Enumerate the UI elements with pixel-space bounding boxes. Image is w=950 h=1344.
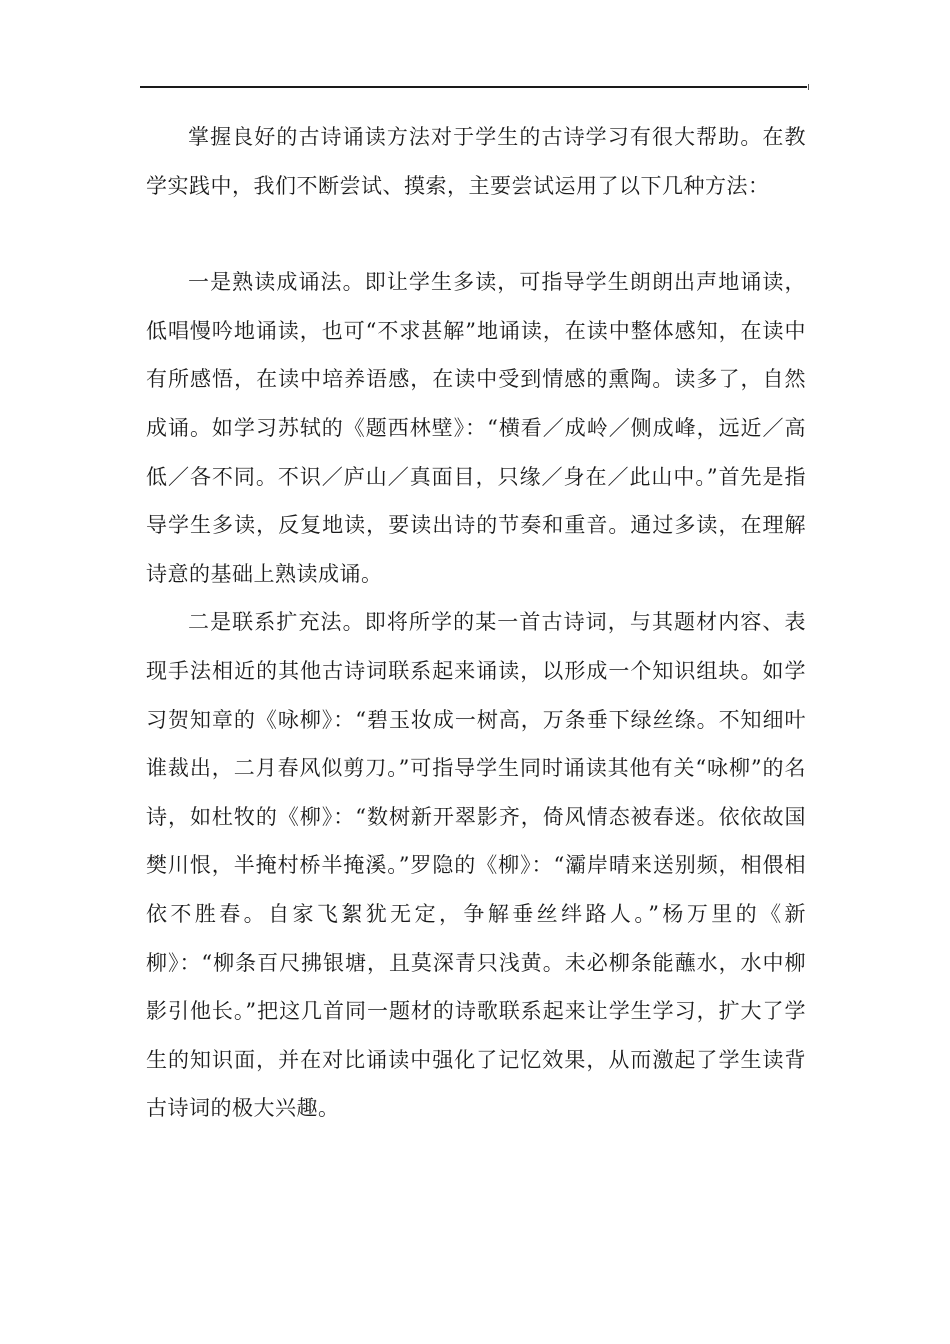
method-one-paragraph: 一是熟读成诵法。即让学生多读，可指导学生朗朗出声地诵读，低唱慢吟地诵读，也可“不求甚解”地诵读，在读中整体感知，在读中有所感悟，在读中培养语感，在读中受到情感的熏陶。读多了，自然成诵。如学习苏轼的《题西林壁》：“横看／成岭／侧成峰，远近／高低／各不同。不识／庐山／真面目，只缘／身在／此山中。”首先是指导学生多读，反复地读，要读出诗的节奏和重音。通过多读，在理解诗意的基础上熟读成诵。 — [146, 270, 806, 586]
paragraph-spacer — [146, 210, 806, 258]
header-rule — [140, 86, 807, 88]
header-rule-end-mark — [808, 84, 809, 90]
document-body — [146, 113, 806, 1133]
method-two-paragraph: 二是联系扩充法。即将所学的某一首古诗词，与其题材内容、表现手法相近的其他古诗词联系起来诵读，以形成一个知识组块。如学习贺知章的《咏柳》：“碧玉妆成一树高，万条垂下绿丝绦。不知细叶谁裁出，二月春风似剪刀。”可指导学生同时诵读其他有关“咏柳”的名诗，如杜牧的《柳》：“数树新开翠影齐，倚风情态被春迷。依依故国樊川恨，半掩村桥半掩溪。”罗隐的《柳》：“灞岸晴来送别频，相偎相依不胜春。自家飞絮犹无定，争解垂丝绊路人。”杨万里的《新柳》：“柳条百尺拂银塘，且莫深青只浅黄。未必柳条能蘸水，水中柳影引他长。”把这几首同一题材的诗歌联系起来让学生学习，扩大了学生的知识面，并在对比诵读中强化了记忆效果，从而激起了学生读背古诗词的极大兴趣。 — [146, 610, 806, 1121]
intro-paragraph: 掌握良好的古诗诵读方法对于学生的古诗学习有很大帮助。在教学实践中，我们不断尝试、摸索，主要尝试运用了以下几种方法： — [146, 125, 806, 198]
